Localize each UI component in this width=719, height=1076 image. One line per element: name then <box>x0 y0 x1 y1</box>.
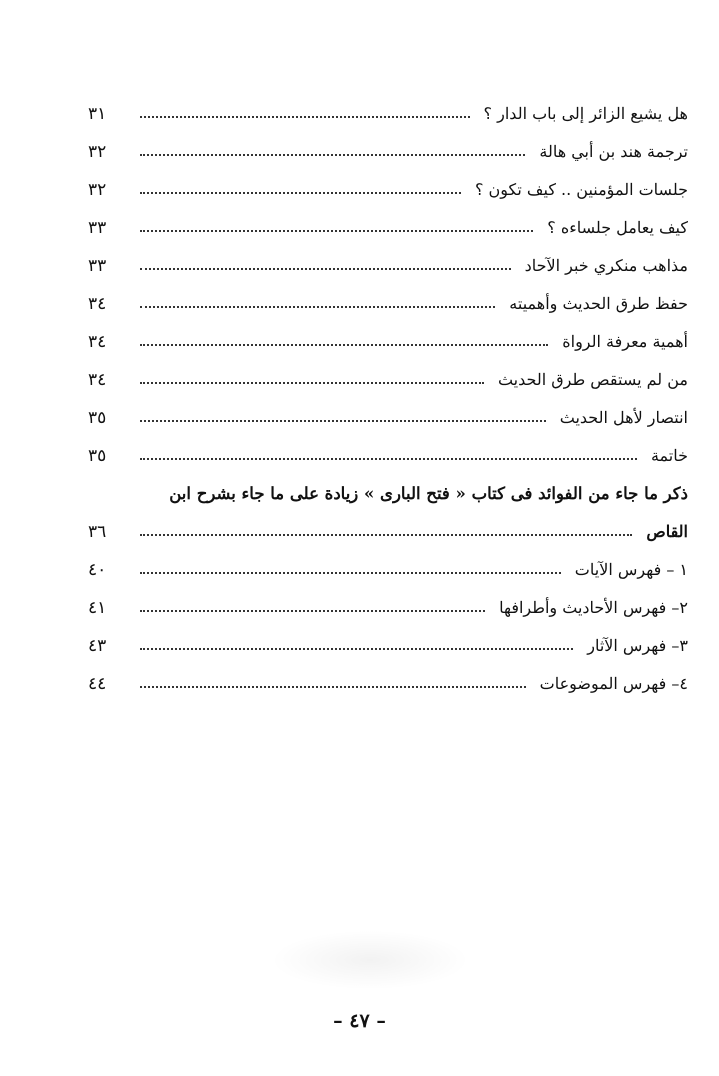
toc-entry-title: مذاهب منكري خبر الآحاد <box>524 256 688 275</box>
toc-entry <box>88 124 688 162</box>
dot-leader <box>140 343 548 346</box>
table-of-contents <box>88 86 688 694</box>
toc-entry-page: ٣٤ <box>88 332 107 352</box>
paper-smudge <box>270 930 470 990</box>
toc-entry-page: ٣١ <box>88 104 107 124</box>
dot-leader <box>140 381 484 384</box>
dot-leader <box>140 609 485 612</box>
index-entry-page: ٤١ <box>88 598 107 618</box>
index-entry-title: ٣– فهرس الآثار <box>587 636 688 655</box>
toc-entry-title: كيف يعامل جلساءه ؟ <box>547 218 688 237</box>
toc-entry-title: من لم يستقص طرق الحديث <box>497 370 688 389</box>
dot-leader <box>140 305 495 308</box>
toc-entry-title: حفظ طرق الحديث وأهميته <box>509 294 688 313</box>
index-entry-page: ٤٣ <box>88 636 107 656</box>
toc-entry-page: ٣٢ <box>88 142 107 162</box>
toc-entry-page: ٣٤ <box>88 370 107 390</box>
toc-entry <box>88 352 688 390</box>
toc-entry <box>88 276 688 314</box>
dot-leader <box>140 115 470 118</box>
toc-entry-page: ٣٥ <box>88 446 107 466</box>
index-entry-title: ٤– فهرس الموضوعات <box>539 674 688 693</box>
toc-entry-title: أهمية معرفة الرواة <box>562 332 688 351</box>
toc-entry-page: ٣٣ <box>88 218 107 238</box>
toc-entry <box>88 314 688 352</box>
index-entry <box>88 542 688 580</box>
toc-entry-title: انتصار لأهل الحديث <box>559 408 688 427</box>
dot-leader <box>140 267 511 270</box>
toc-entry-title: هل يشيع الزائر إلى باب الدار ؟ <box>483 104 688 123</box>
index-entry <box>88 656 688 694</box>
index-entry-page: ٤٤ <box>88 674 107 694</box>
dot-leader <box>140 685 526 688</box>
dot-leader <box>140 229 533 232</box>
index-entry-page: ٤٠ <box>88 560 107 580</box>
dot-leader <box>140 153 525 156</box>
toc-entry-title: جلسات المؤمنين .. كيف تكون ؟ <box>474 180 688 199</box>
dot-leader <box>140 419 546 422</box>
dot-leader <box>140 457 637 460</box>
toc-entry-page: ٣٦ <box>88 522 107 542</box>
dot-leader <box>140 647 573 650</box>
section-heading <box>88 466 688 504</box>
toc-entry-page: ٣٢ <box>88 180 107 200</box>
toc-entry-page: ٣٤ <box>88 294 107 314</box>
section-heading-text: ذكر ما جاء من الفوائد فى كتاب « فتح البارى » زيادة على ما جاء بشرح ابن <box>169 484 688 503</box>
toc-entry-title: ترجمة هند بن أبي هالة <box>539 142 688 161</box>
toc-entry-page: ٣٣ <box>88 256 107 276</box>
section-heading-continuation: القاص <box>646 522 688 541</box>
index-entry <box>88 618 688 656</box>
toc-entry <box>88 86 688 124</box>
index-entry <box>88 580 688 618</box>
toc-entry <box>88 162 688 200</box>
toc-entry <box>88 504 688 542</box>
index-entry-title: ٢– فهرس الأحاديث وأطرافها <box>499 598 688 617</box>
toc-entry <box>88 200 688 238</box>
dot-leader <box>140 191 461 194</box>
toc-entry <box>88 390 688 428</box>
page-number: – ٤٧ – <box>333 1010 386 1032</box>
toc-entry-page: ٣٥ <box>88 408 107 428</box>
toc-entry <box>88 428 688 466</box>
dot-leader <box>140 571 561 574</box>
index-entry-title: ١ – فهرس الآيات <box>574 560 688 579</box>
toc-entry-title: خاتمة <box>650 446 688 465</box>
toc-entry <box>88 238 688 276</box>
dot-leader <box>140 533 632 536</box>
